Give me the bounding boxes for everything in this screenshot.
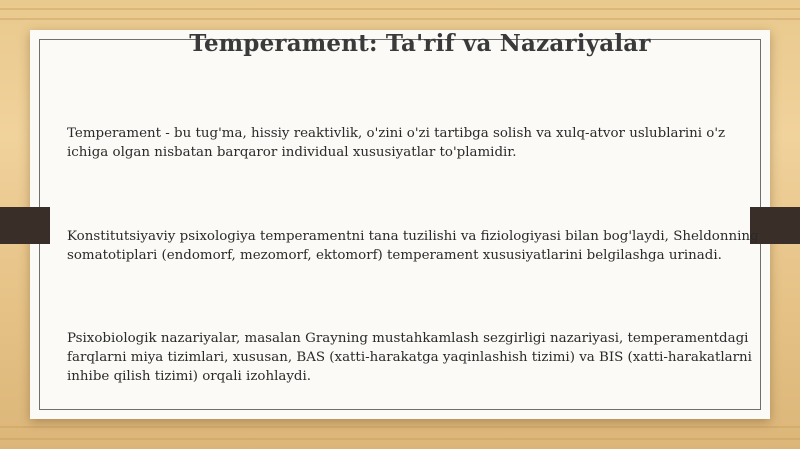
slide-title: Temperament: Ta'rif va Nazariyalar (189, 30, 651, 57)
wood-grain (0, 426, 800, 428)
wood-grain (0, 8, 800, 10)
paragraph-psychobiological: Psixobiologik nazariyalar, masalan Grayning mustahkamlash sezgirligi nazariyasi, temperamentdagi farqlarni miya tizimlari, xususan, BAS (xatti-harakatga yaqinlashish tizimi) va BIS (xatti-harakatlarni inhibe qilish tizimi) orqali izohlaydi. (67, 331, 752, 384)
paragraph-definition: Temperament - bu tug'ma, hissiy reaktivlik, o'zini o'zi tartibga solish va xulq-atvor uslublarini o'z ichiga olgan nisbatan barqaror individual xususiyatlar to'plamidir. (67, 126, 726, 160)
wood-grain (0, 18, 800, 20)
paragraph-constitutional: Konstitutsiyaviy psixologiya temperamentni tana tuzilishi va fiziologiyasi bilan bog'laydi, Sheldonning somatotiplari (endomorf, mezomorf, ektomorf) temperament xususiyatlarini belgilashga urinadi. (67, 229, 759, 263)
left-side-tab (0, 207, 50, 244)
wood-grain (0, 438, 800, 440)
